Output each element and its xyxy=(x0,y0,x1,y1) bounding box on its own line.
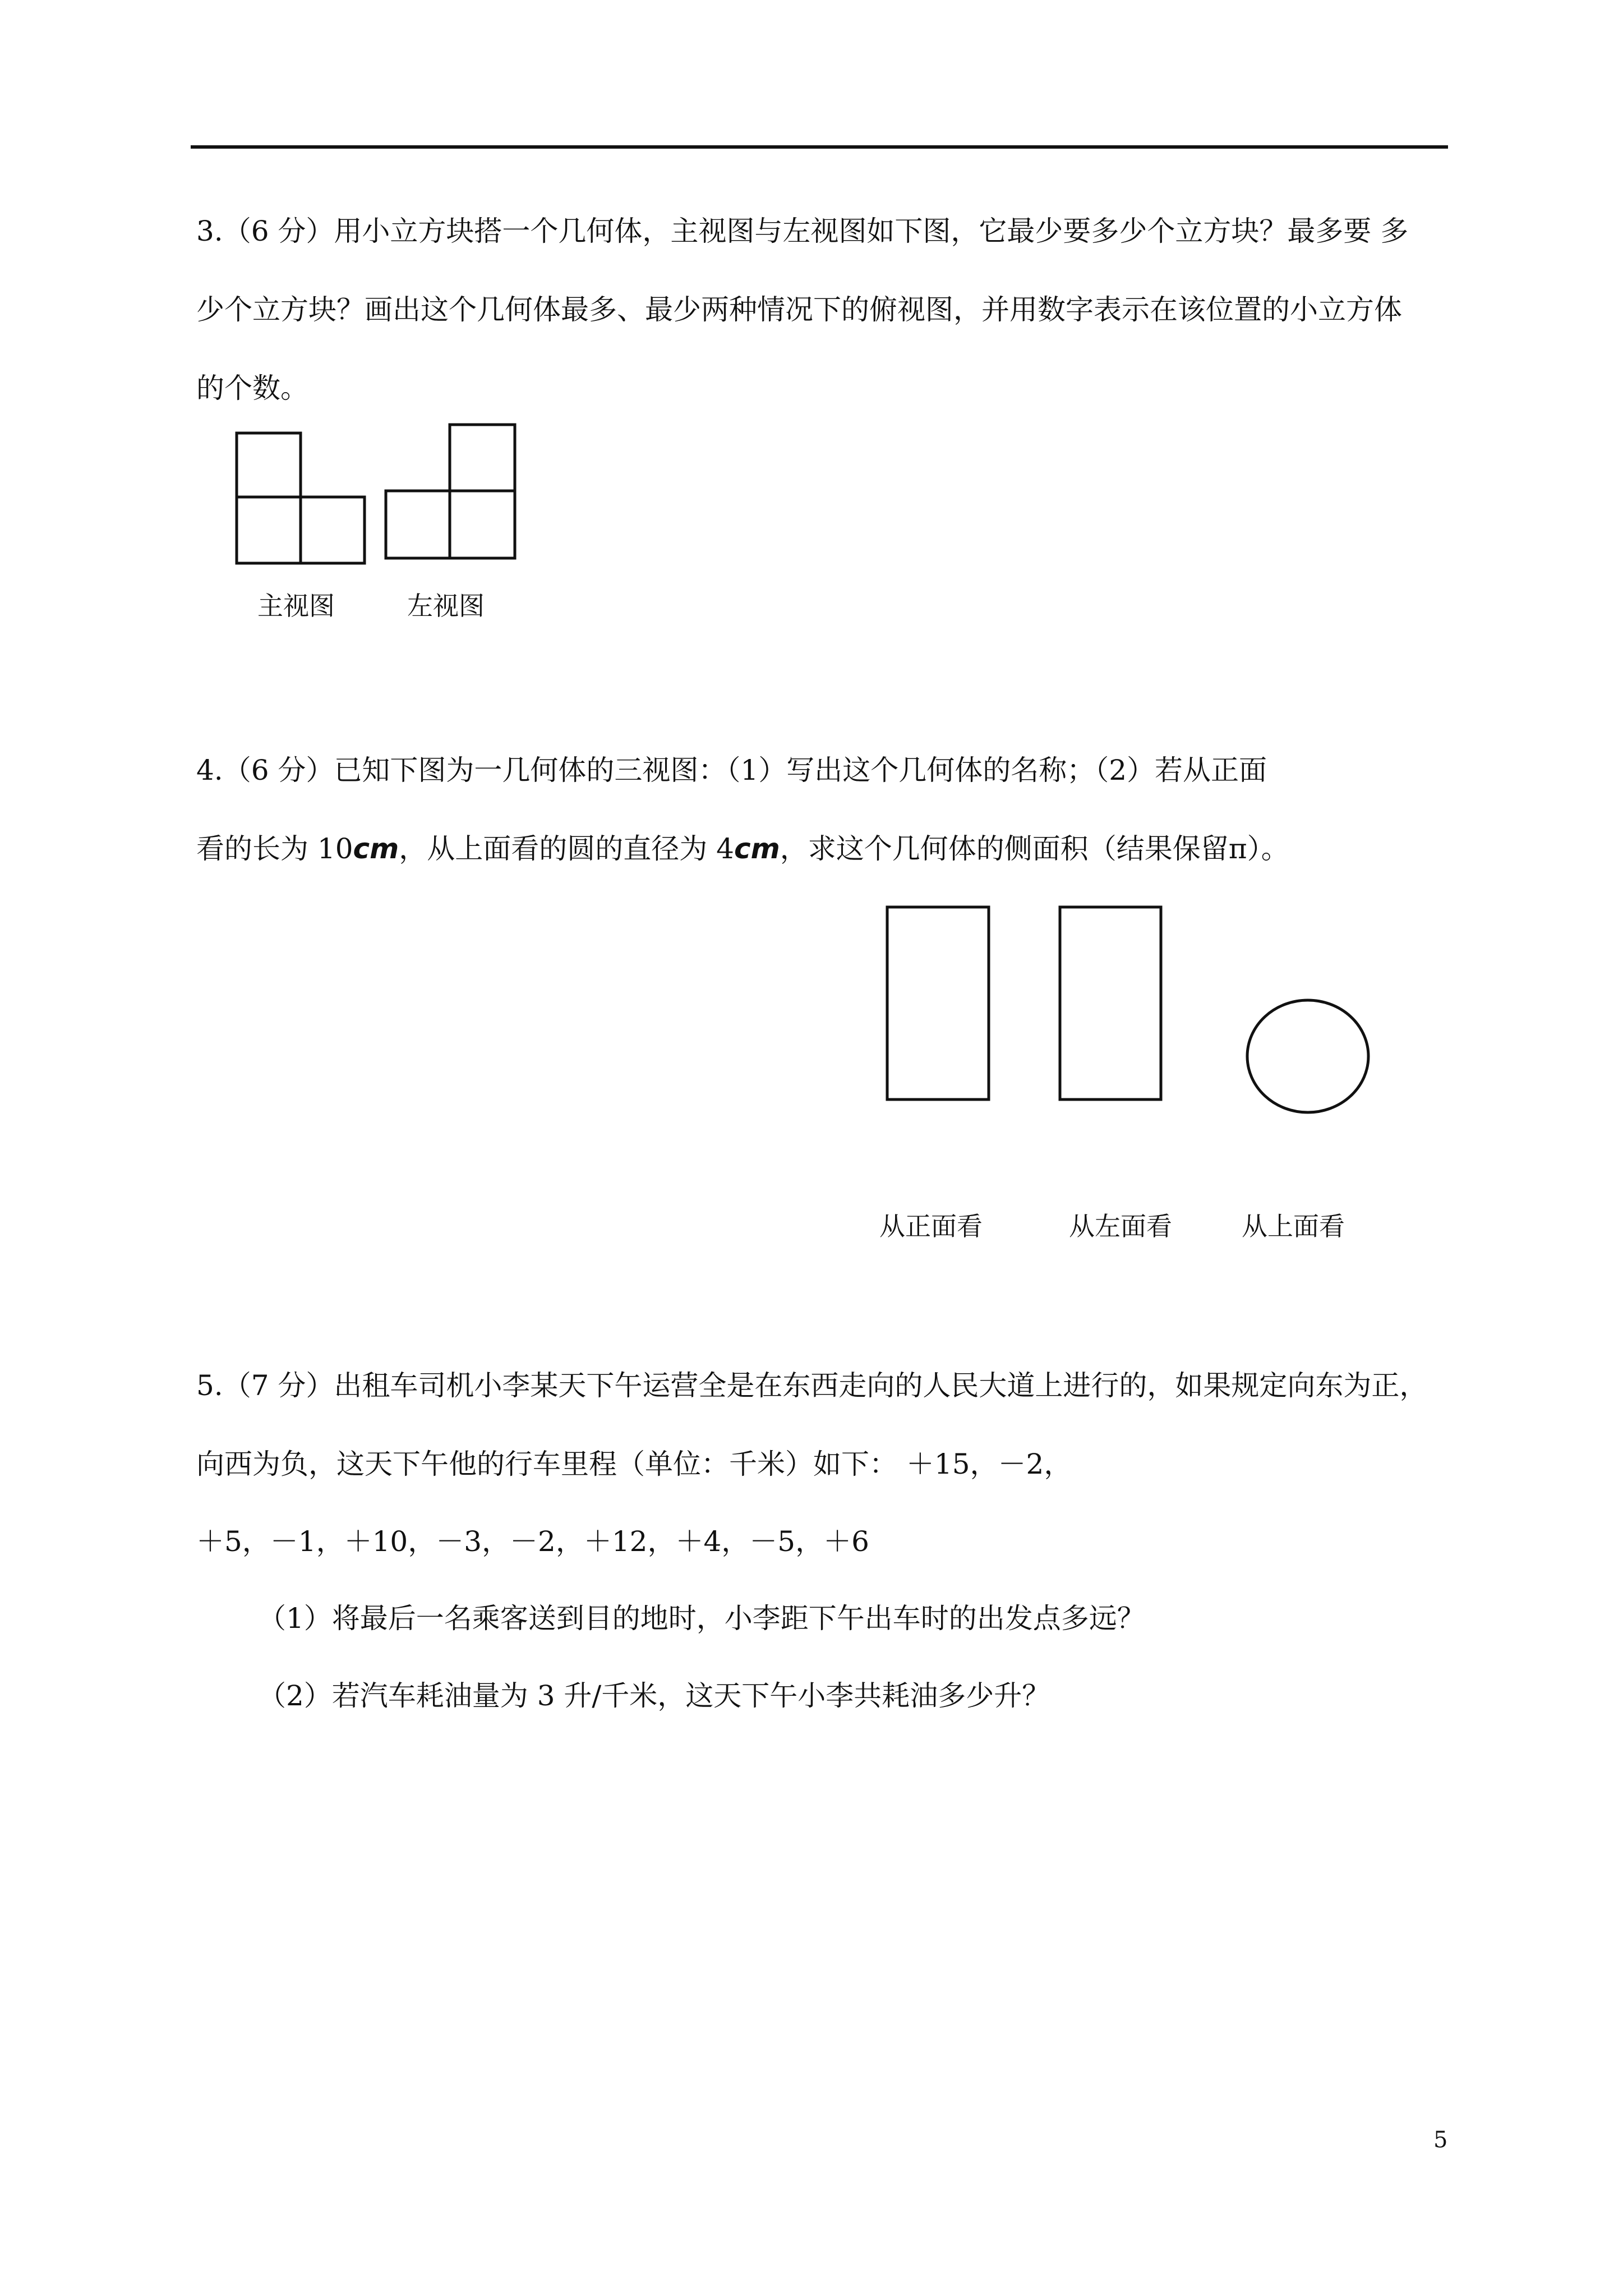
q3-front-cube-bottom-right xyxy=(301,497,365,563)
q4-line-2-b: ，从上面看的圆的直径为 4 xyxy=(399,832,734,865)
q3-left-view-figure xyxy=(386,425,515,558)
q5-subquestion-2: （2）若汽车耗油量为 3 升/千米，这天下午小李共耗油多少升？ xyxy=(258,1680,1050,1712)
q3-line-2: 少个立方块？画出这个几何体最多、最少两种情况下的俯视图，并用数字表示在该位置的小立方体 xyxy=(196,293,1402,326)
q5-subquestion-1: （1）将最后一名乘客送到目的地时，小李距下午出车时的出发点多远？ xyxy=(258,1602,1145,1635)
q4-front-view-rect xyxy=(887,907,989,1099)
q5-line-2: 向西为负，这天下午他的行车里程（单位：千米）如下： ＋15，－2， xyxy=(196,1448,1072,1480)
page-number: 5 xyxy=(1433,2127,1448,2153)
q3-front-view-label: 主视图 xyxy=(257,591,335,621)
q5-line-3: ＋5，－1，＋10，－3，－2，＋12，＋4，－5，＋6 xyxy=(196,1525,869,1558)
q4-top-view-circle xyxy=(1247,1000,1368,1112)
q4-top-view-label: 从上面看 xyxy=(1242,1211,1345,1241)
q4-left-view-rect xyxy=(1060,907,1161,1099)
q3-left-cube-bottom-right xyxy=(450,491,515,558)
q4-front-view-label: 从正面看 xyxy=(879,1211,983,1241)
q4-left-view-label: 从左面看 xyxy=(1069,1211,1172,1241)
q3-line-3: 的个数。 xyxy=(196,372,308,404)
q4-line-1: 4.（6 分）已知下图为一几何体的三视图：（1）写出这个几何体的名称；（2）若从正面 xyxy=(196,754,1267,786)
q4-three-views-figure xyxy=(887,907,1368,1112)
q3-left-view-label: 左视图 xyxy=(407,591,485,621)
q4-line-2 xyxy=(196,832,1289,866)
q3-front-cube-bottom-left xyxy=(237,497,301,563)
q4-line-2-c: ，求这个几何体的侧面积（结果保留π）。 xyxy=(780,832,1289,865)
q4-line-2-a: 看的长为 10 xyxy=(196,832,353,865)
q3-line-1: 3.（6 分）用小立方块搭一个几何体，主视图与左视图如下图，它最少要多少个立方块？最多要 多 xyxy=(196,215,1409,247)
q4-unit-cm-2: cm xyxy=(734,832,780,865)
q3-left-cube-bottom-left xyxy=(386,491,450,558)
q3-left-cube-top xyxy=(450,425,515,491)
q5-line-1: 5.（7 分）出租车司机小李某天下午运营全是在东西走向的人民大道上进行的，如果规定向东为正， xyxy=(196,1369,1428,1402)
q3-front-view-figure xyxy=(237,433,365,563)
q4-unit-cm-1: cm xyxy=(353,832,399,865)
q3-front-cube-top xyxy=(237,433,301,497)
